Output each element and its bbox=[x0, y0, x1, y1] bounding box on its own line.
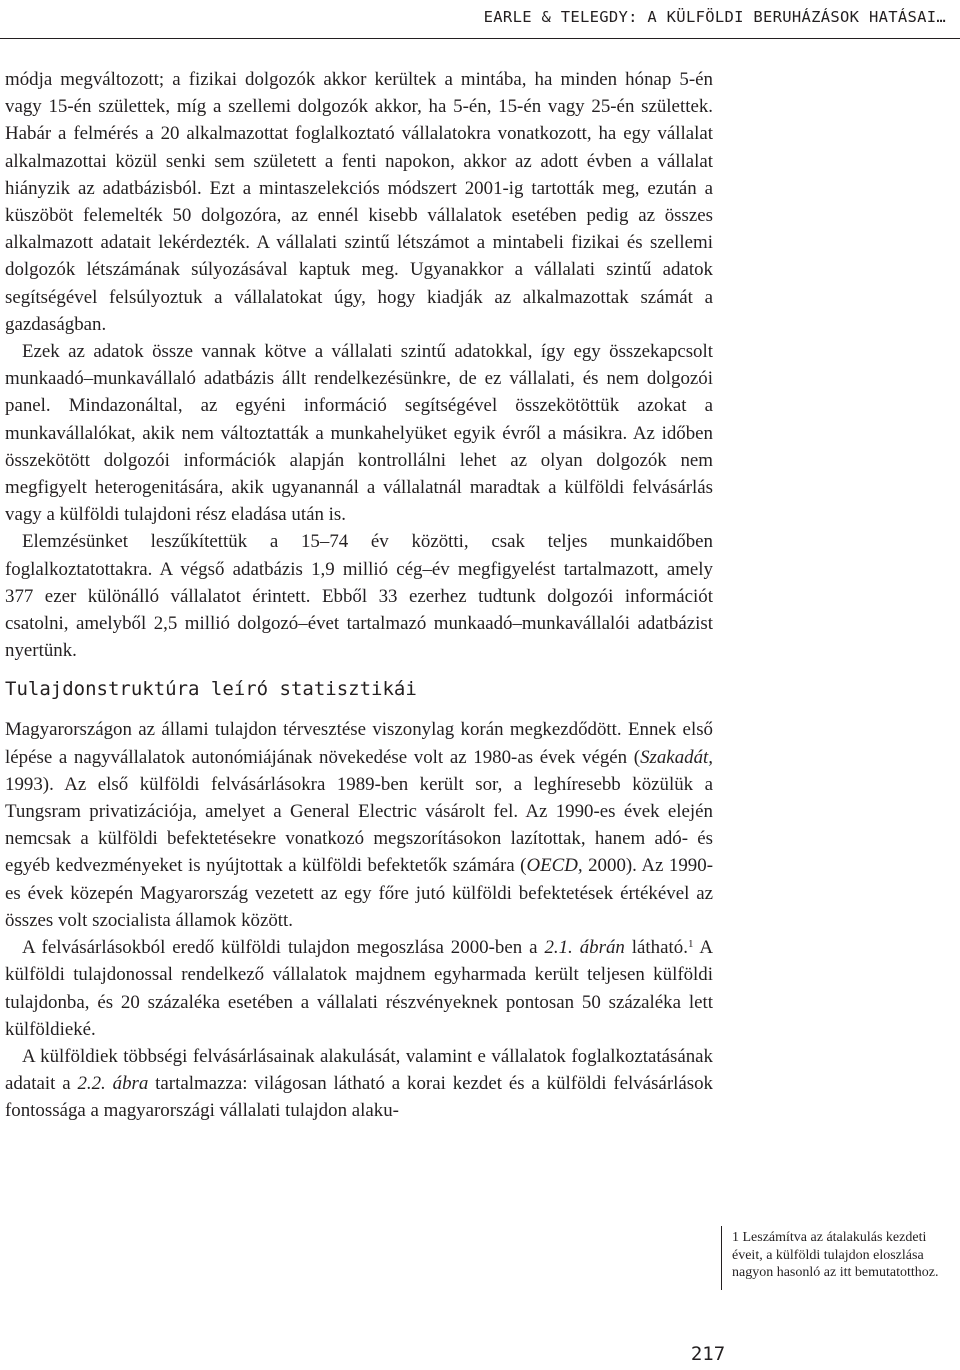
italic-reference: OECD, bbox=[526, 855, 583, 877]
text-run: Magyarországon az állami tulajdon térvesztése viszonylag korán megkezdődött. Ennek első lépése a nagyvállalatok autonómiájának növekedése volt az 1980-as évek végén ( bbox=[5, 719, 713, 768]
body-paragraph bbox=[5, 1043, 713, 1125]
body-paragraph bbox=[5, 528, 713, 664]
main-text-column bbox=[5, 66, 713, 1125]
text-run: 2000). Az 1990-es évek közepén Magyarország vezetett az egy főre jutó külföldi befektetések értékével az összes volt szocialista államok között. bbox=[5, 855, 713, 931]
body-paragraph bbox=[5, 66, 713, 338]
text-run: látható. bbox=[624, 937, 688, 959]
footnote-rule bbox=[721, 1226, 722, 1290]
body-paragraph bbox=[5, 934, 713, 1043]
header-rule bbox=[0, 38, 960, 39]
italic-reference: 2.2. ábra bbox=[77, 1073, 149, 1095]
section-heading: Tulajdonstruktúra leíró statisztikái bbox=[5, 678, 417, 701]
text-run: A felvásárlásokból eredő külföldi tulajdon megoszlása 2000-ben a bbox=[22, 937, 545, 959]
page-number: 217 bbox=[690, 1343, 726, 1365]
footnote: 1 Leszámítva az átalakulás kezdeti éveit, a külföldi tulajdon eloszlása nagyon hasonló az itt bemutatotthoz. bbox=[732, 1230, 939, 1280]
running-head: EARLE & TELEGDY: A KÜLFÖLDI BERUHÁZÁSOK HATÁSAI… bbox=[483, 8, 946, 26]
italic-reference: 2.1. ábrán bbox=[544, 937, 625, 959]
body-paragraph bbox=[5, 716, 713, 934]
text-run: A külföldi tulajdonossal rendelkező vállalatok majdnem egyharmada került teljesen külföldi tulajdonba, és 20 százaléka esetében a vállalati részvényeknek pontosan 50 százaléka lett külföldieké. bbox=[5, 937, 713, 1040]
body-paragraph bbox=[5, 338, 713, 528]
text-run: módja megváltozott; a fizikai dolgozók akkor kerültek a mintába, ha minden hónap 5-én vagy 15-én születtek, míg a szellemi dolgozók akkor, ha 5-én, 15-én vagy 25-én születtek. Habár a felmérés a 20 alkalmazottat foglalkoztató vállalatokra vonatkozott, ha egy vállalat alkalmazottai közül senki sem született a fenti napokon, akkor az adott évben a vállalat hiányzik az adatbázisból. Ezt a mintaszelekciós módszert 2001-ig tartották meg, ezután a küszöböt felemelték 50 dolgozóra, az ennél kisebb vállalatok esetében pedig az összes alkalmazott adatait lekérdezték. A vállalati szintű létszámot a mintabeli fizikai és szellemi dolgozók létszámának súlyozásával kaptuk meg. Ugyanakkor a vállalati szintű adatok segítségével felsúlyoztuk a vállalatokat úgy, hogy kiadják az alkalmazottak számát a gazdaságban. bbox=[5, 69, 713, 335]
text-run: A külföldiek többségi felvásárlásainak alakulását, valamint e vállalatok foglalkoztatásának adatait a bbox=[5, 1045, 713, 1095]
text-run: Elemzésünket leszűkítettük a 15–74 év közötti, csak teljes munkaidőben foglalkoztatottakra. A végső adatbázis 1,9 millió cég–év megfigyelést tartalmazott, amely 377 ezer különálló vállalatot érintett. Ebből 33 ezerhez tudtunk dolgozói információt csatolni, amelyből 2,5 millió dolgozó–évet tartalmazó munkaadó–munkavállalói adatbázist nyertünk. bbox=[5, 531, 713, 662]
text-run: Ezek az adatok össze vannak kötve a vállalati szintű adatokkal, így egy összekapcsolt munkaadó–munkavállaló adatbázis állt rendelkezésünkre, de ez vállalati, és nem dolgozói panel. Mindazonáltal, az egyéni információ segítségével összekötöttük azokat a munkavállalókat, akik nem változtatták a munkahelyüket egyik évről a másikra. Az időben összekötött dolgozói információk alapján kontrollálni lehet az olyan dolgozók nem megfigyelt heterogenitására, akik ugyanannál a vállalatnál maradtak a külföldi felvásárlás vagy a külföldi tulajdoni rész eladása után is. bbox=[5, 341, 713, 526]
text-run: tartalmazza: világosan látható a korai kezdet és a külföldi felvásárlások fontossága a magyarországi vállalati tulajdon alaku- bbox=[5, 1073, 713, 1122]
footnote-marker: 1 bbox=[687, 938, 694, 951]
text-run: 1993). Az első külföldi felvásárlásokra 1989-ben került sor, a leghíresebb közülük a Tungsram privatizációja, amelyet a General Electric vásárolt fel. Az 1990-es évek elején nemcsak a külföldi befektetésekre vonatkozó megszorításokon lazítottak, hanem adó- és egyéb kedvezményeket is nyújtottak a külföldi befektetők számára ( bbox=[5, 773, 713, 877]
italic-reference: Szakadát, bbox=[640, 746, 713, 768]
